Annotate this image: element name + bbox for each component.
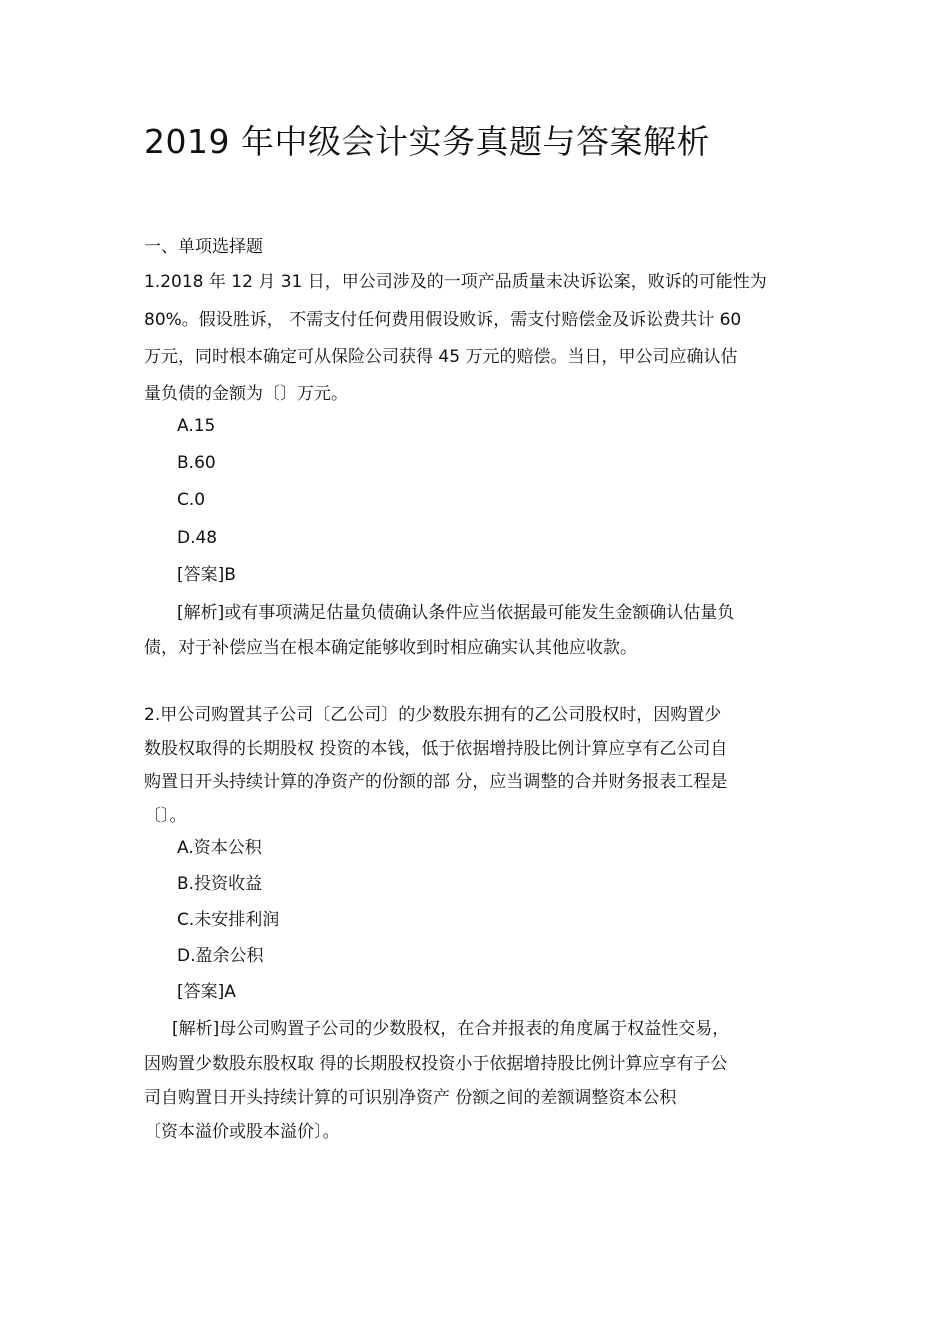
q2-stem-line-3: 购置日开头持续计算的净资产的份额的部 分，应当调整的合并财务报表工程是 (144, 772, 728, 792)
q2-answer: [答案]A (177, 982, 236, 1002)
q2-stem-line-2: 数股权取得的长期股权 投资的本钱，低于依据增持股比例计算应享有乙公司自 (144, 739, 728, 759)
q2-option-c: C.未安排利润 (177, 910, 280, 930)
q1-option-c: C.0 (177, 490, 206, 510)
q1-stem-line-1: 1.2018 年 12 月 31 日，甲公司涉及的一项产品质量未决诉讼案，败诉的可能性为 (144, 272, 767, 292)
q1-stem-line-2: 80%。假设胜诉， 不需支付任何费用假设败诉，需支付赔偿金及诉讼费共计 60 (144, 310, 742, 330)
q1-answer: [答案]B (177, 565, 236, 585)
q1-analysis-line-1: [解析]或有事项满足估量负债确认条件应当依据最可能发生金额确认估量负 (177, 603, 735, 623)
q2-option-b: B.投资收益 (177, 874, 263, 894)
q2-option-d: D.盈余公积 (177, 946, 264, 966)
q2-analysis-line-1: [解析]母公司购置子公司的少数股权，在合并报表的角度属于权益性交易， (172, 1019, 730, 1039)
section-heading: 一、单项选择题 (144, 237, 263, 257)
q2-stem-line-4: 〔〕。 (144, 806, 187, 826)
q2-analysis-line-4: 〔资本溢价或股本溢价〕。 (144, 1122, 340, 1142)
q1-option-d: D.48 (177, 528, 218, 548)
q1-stem-line-4: 量负债的金额为〔〕万元。 (144, 384, 348, 404)
q2-option-a: A.资本公积 (177, 838, 262, 858)
q2-analysis-line-2: 因购置少数股东股权取 得的长期股权投资小于依据增持股比例计算应享有子公 (144, 1054, 728, 1074)
q1-stem-line-3: 万元，同时根本确定可从保险公司获得 45 万元的赔偿。当日，甲公司应确认估 (144, 347, 738, 367)
q2-stem-line-1: 2.甲公司购置其子公司〔乙公司〕的少数股东拥有的乙公司股权时，因购置少 (144, 705, 722, 725)
q1-option-a: A.15 (177, 416, 216, 436)
q1-option-b: B.60 (177, 453, 216, 473)
q2-analysis-line-3: 司自购置日开头持续计算的可识别净资产 份额之间的差额调整资本公积 (144, 1088, 677, 1108)
q1-analysis-line-2: 债，对于补偿应当在根本确定能够收到时相应确实认其他应收款。 (144, 638, 637, 658)
document-title: 2019 年中级会计实务真题与答案解析 (144, 122, 710, 161)
